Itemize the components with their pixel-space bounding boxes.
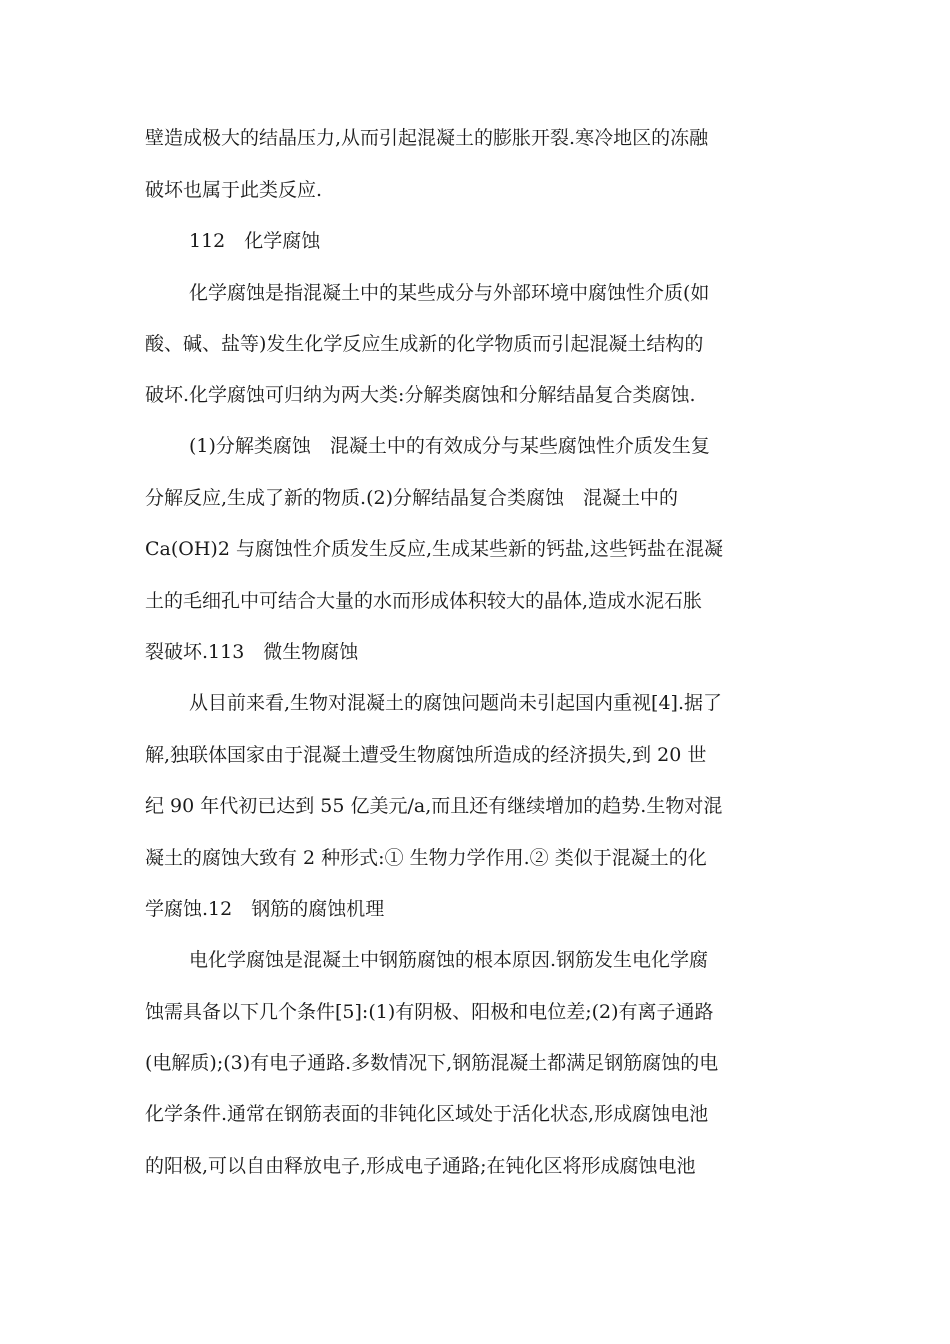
- text-line: Ca(OH)2 与腐蚀性介质发生反应,生成某些新的钙盐,这些钙盐在混凝: [145, 538, 724, 560]
- text-line: 破坏也属于此类反应.: [145, 179, 323, 201]
- text-line: 解,独联体国家由于混凝土遭受生物腐蚀所造成的经济损失,到 20 世: [145, 744, 707, 766]
- section-heading: 112 化学腐蚀: [189, 230, 321, 252]
- text-line: 分解反应,生成了新的物质.(2)分解结晶复合类腐蚀 混凝土中的: [145, 487, 678, 509]
- text-line: (1)分解类腐蚀 混凝土中的有效成分与某些腐蚀性介质发生复: [189, 435, 710, 457]
- text-line: 电化学腐蚀是混凝土中钢筋腐蚀的根本原因.钢筋发生电化学腐: [189, 949, 709, 971]
- text-line: 化学条件.通常在钢筋表面的非钝化区域处于活化状态,形成腐蚀电池: [145, 1103, 709, 1125]
- text-line: 裂破坏.113 微生物腐蚀: [145, 641, 359, 663]
- text-line: 学腐蚀.12 钢筋的腐蚀机理: [145, 898, 385, 920]
- text-line: 蚀需具备以下几个条件[5]:(1)有阴极、阳极和电位差;(2)有离子通路: [145, 1001, 714, 1023]
- text-line: 壁造成极大的结晶压力,从而引起混凝土的膨胀开裂.寒冷地区的冻融: [145, 127, 709, 149]
- text-line: 纪 90 年代初已达到 55 亿美元/a,而且还有继续增加的趋势.生物对混: [145, 795, 723, 817]
- text-line: 从目前来看,生物对混凝土的腐蚀问题尚未引起国内重视[4].据了: [189, 692, 722, 714]
- text-line: 土的毛细孔中可结合大量的水而形成体积较大的晶体,造成水泥石胀: [145, 590, 703, 612]
- text-line: 凝土的腐蚀大致有 2 种形式:① 生物力学作用.② 类似于混凝土的化: [145, 847, 707, 869]
- text-line: 化学腐蚀是指混凝土中的某些成分与外部环境中腐蚀性介质(如: [189, 282, 710, 304]
- text-line: 的阳极,可以自由释放电子,形成电子通路;在钝化区将形成腐蚀电池: [145, 1155, 696, 1177]
- text-line: (电解质);(3)有电子通路.多数情况下,钢筋混凝土都满足钢筋腐蚀的电: [145, 1052, 719, 1074]
- text-line: 酸、碱、盐等)发生化学反应生成新的化学物质而引起混凝土结构的: [145, 333, 704, 355]
- text-line: 破坏.化学腐蚀可归纳为两大类:分解类腐蚀和分解结晶复合类腐蚀.: [145, 384, 696, 406]
